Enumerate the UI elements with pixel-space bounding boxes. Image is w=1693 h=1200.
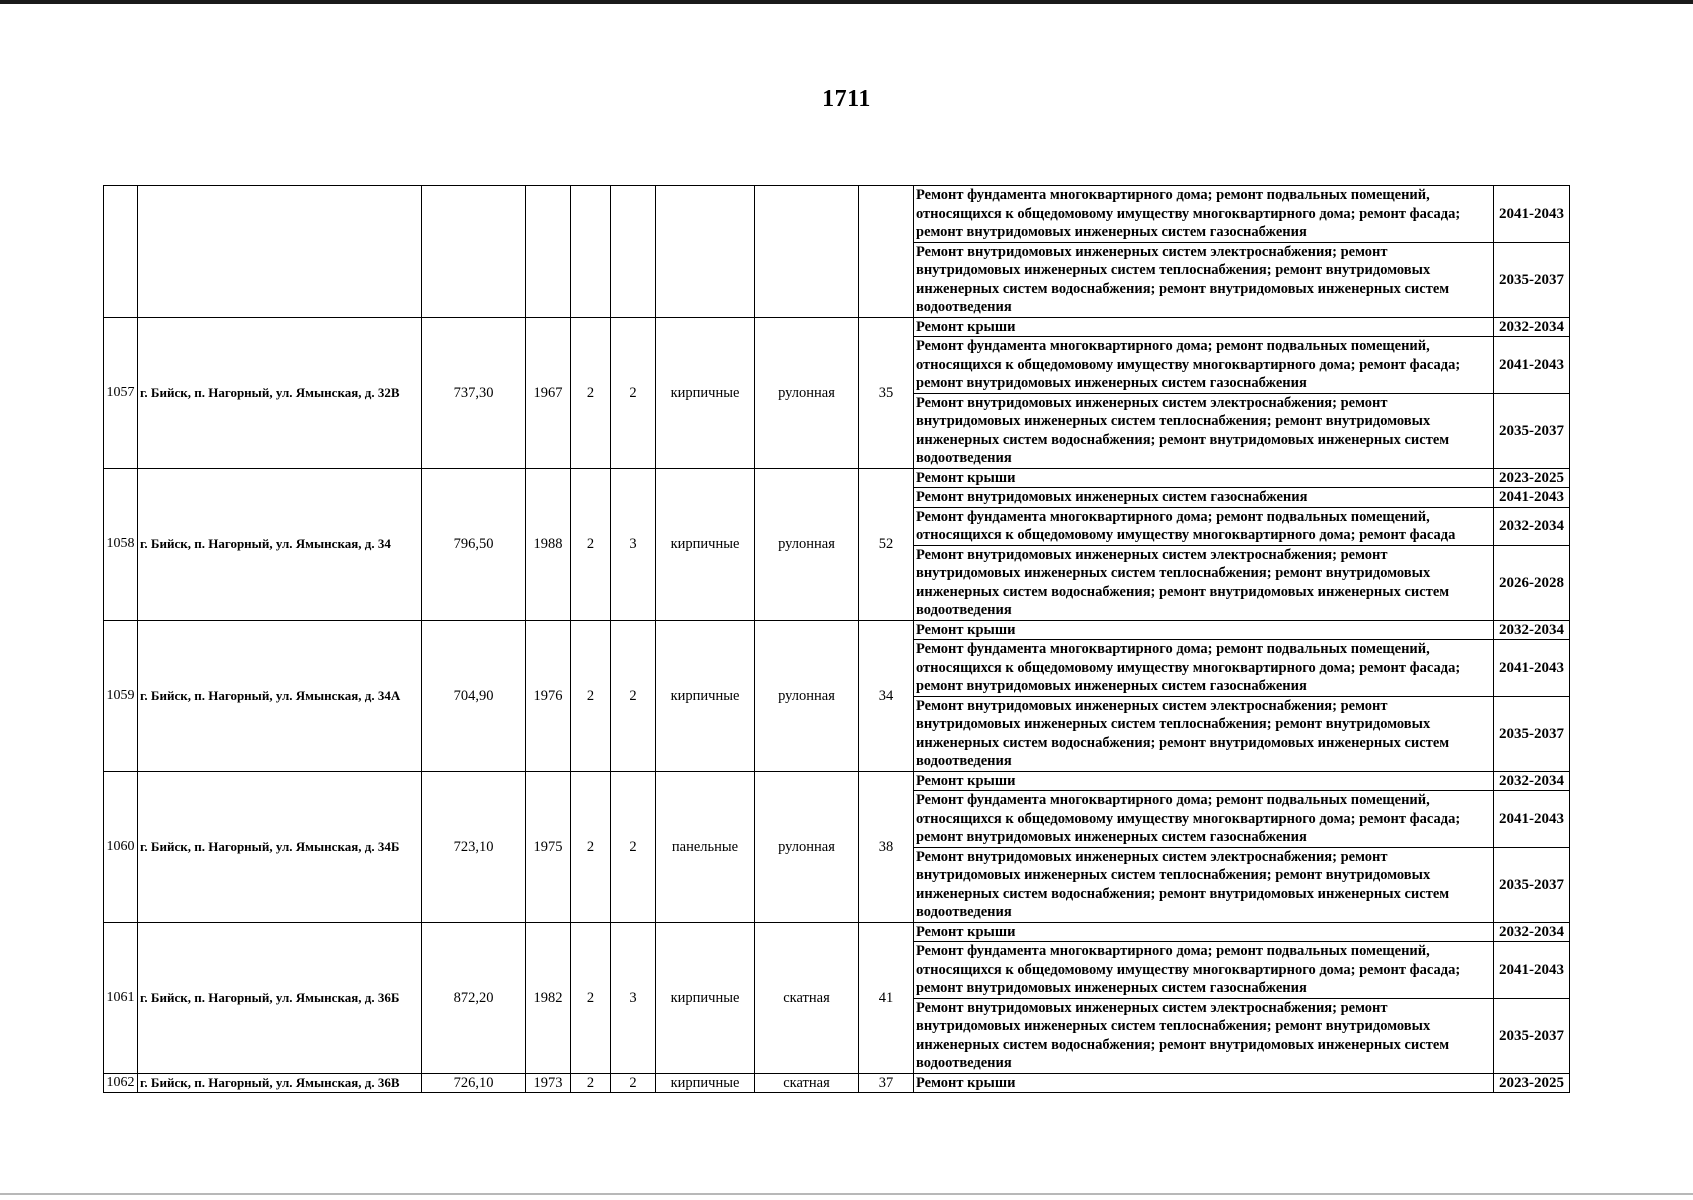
- area-cell: 723,10: [422, 771, 526, 922]
- work-description-cell: Ремонт крыши: [914, 620, 1494, 640]
- table-row: [104, 317, 1570, 337]
- work-description-cell: Ремонт внутридомовых инженерных систем электроснабжения; ремонт внутридомовых инженерных систем теплоснабжения; ремонт внутридомовых инженерных систем водоснабжения; ремонт внутридомовых инженерных систем водоотведения: [914, 242, 1494, 317]
- entrances-cell: [611, 186, 656, 318]
- area-cell: 704,90: [422, 620, 526, 771]
- row-number-cell: 1057: [104, 317, 138, 468]
- floors-cell: 2: [571, 468, 611, 620]
- wall-material-cell: кирпичные: [656, 317, 755, 468]
- wall-material-cell: кирпичные: [656, 922, 755, 1073]
- work-period-cell: 2035-2037: [1494, 696, 1570, 771]
- year-cell: 1982: [526, 922, 571, 1073]
- work-description-cell: Ремонт крыши: [914, 1073, 1494, 1093]
- row-number-cell: 1059: [104, 620, 138, 771]
- year-cell: 1967: [526, 317, 571, 468]
- table-row: [104, 186, 1570, 243]
- work-period-cell: 2023-2025: [1494, 1073, 1570, 1093]
- address-cell: г. Бийск, п. Нагорный, ул. Ямынская, д. 34: [138, 468, 422, 620]
- work-period-cell: 2035-2037: [1494, 847, 1570, 922]
- work-description-cell: Ремонт крыши: [914, 317, 1494, 337]
- wall-material-cell: кирпичные: [656, 620, 755, 771]
- work-period-cell: 2041-2043: [1494, 791, 1570, 848]
- work-description-cell: Ремонт фундамента многоквартирного дома; ремонт подвальных помещений, относящихся к общедомовому имуществу многоквартирного дома; ремонт фасада; ремонт внутридомовых инженерных систем газоснабжения: [914, 337, 1494, 394]
- address-cell: г. Бийск, п. Нагорный, ул. Ямынская, д. 34А: [138, 620, 422, 771]
- work-period-cell: 2041-2043: [1494, 337, 1570, 394]
- roof-type-cell: рулонная: [755, 468, 859, 620]
- floors-cell: 2: [571, 1073, 611, 1093]
- row-number-cell: 1058: [104, 468, 138, 620]
- work-period-cell: 2035-2037: [1494, 998, 1570, 1073]
- year-cell: 1973: [526, 1073, 571, 1093]
- work-period-cell: 2035-2037: [1494, 393, 1570, 468]
- work-description-cell: Ремонт фундамента многоквартирного дома; ремонт подвальных помещений, относящихся к общедомовому имуществу многоквартирного дома; ремонт фасада; ремонт внутридомовых инженерных систем газоснабжения: [914, 942, 1494, 999]
- address-cell: [138, 186, 422, 318]
- work-period-cell: 2032-2034: [1494, 507, 1570, 545]
- page-number: 1711: [822, 86, 871, 112]
- work-description-cell: Ремонт внутридомовых инженерных систем газоснабжения: [914, 488, 1494, 508]
- year-cell: 1988: [526, 468, 571, 620]
- year-cell: [526, 186, 571, 318]
- entrances-cell: 2: [611, 1073, 656, 1093]
- area-cell: 726,10: [422, 1073, 526, 1093]
- floors-cell: [571, 186, 611, 318]
- residents-cell: 52: [859, 468, 914, 620]
- area-cell: 737,30: [422, 317, 526, 468]
- row-number-cell: [104, 186, 138, 318]
- work-description-cell: Ремонт крыши: [914, 922, 1494, 942]
- work-period-cell: 2032-2034: [1494, 922, 1570, 942]
- entrances-cell: 3: [611, 922, 656, 1073]
- address-cell: г. Бийск, п. Нагорный, ул. Ямынская, д. 36Б: [138, 922, 422, 1073]
- residents-cell: 37: [859, 1073, 914, 1093]
- wall-material-cell: [656, 186, 755, 318]
- table-row: [104, 1073, 1570, 1093]
- work-period-cell: 2032-2034: [1494, 620, 1570, 640]
- year-cell: 1976: [526, 620, 571, 771]
- entrances-cell: 2: [611, 771, 656, 922]
- work-period-cell: 2041-2043: [1494, 942, 1570, 999]
- table-row: [104, 771, 1570, 791]
- work-period-cell: 2035-2037: [1494, 242, 1570, 317]
- residents-cell: 38: [859, 771, 914, 922]
- work-description-cell: Ремонт крыши: [914, 771, 1494, 791]
- address-cell: г. Бийск, п. Нагорный, ул. Ямынская, д. 36В: [138, 1073, 422, 1093]
- roof-type-cell: рулонная: [755, 771, 859, 922]
- residents-cell: [859, 186, 914, 318]
- floors-cell: 2: [571, 620, 611, 771]
- work-description-cell: Ремонт внутридомовых инженерных систем электроснабжения; ремонт внутридомовых инженерных систем теплоснабжения; ремонт внутридомовых инженерных систем водоснабжения; ремонт внутридомовых инженерных систем водоотведения: [914, 393, 1494, 468]
- table-row: [104, 922, 1570, 942]
- roof-type-cell: рулонная: [755, 620, 859, 771]
- row-number-cell: 1061: [104, 922, 138, 1073]
- work-description-cell: Ремонт фундамента многоквартирного дома; ремонт подвальных помещений, относящихся к общедомовому имуществу многоквартирного дома; ремонт фасада; ремонт внутридомовых инженерных систем газоснабжения: [914, 791, 1494, 848]
- floors-cell: 2: [571, 922, 611, 1073]
- repair-schedule-table: [103, 185, 1570, 1093]
- roof-type-cell: скатная: [755, 922, 859, 1073]
- work-period-cell: 2041-2043: [1494, 640, 1570, 697]
- table-row: [104, 468, 1570, 488]
- work-period-cell: 2023-2025: [1494, 468, 1570, 488]
- residents-cell: 35: [859, 317, 914, 468]
- row-number-cell: 1060: [104, 771, 138, 922]
- scan-edge-top: [0, 0, 1693, 4]
- address-cell: г. Бийск, п. Нагорный, ул. Ямынская, д. 34Б: [138, 771, 422, 922]
- entrances-cell: 2: [611, 620, 656, 771]
- area-cell: 796,50: [422, 468, 526, 620]
- table-row: [104, 620, 1570, 640]
- roof-type-cell: [755, 186, 859, 318]
- roof-type-cell: скатная: [755, 1073, 859, 1093]
- work-description-cell: Ремонт фундамента многоквартирного дома; ремонт подвальных помещений, относящихся к общедомовому имуществу многоквартирного дома; ремонт фасада; ремонт внутридомовых инженерных систем газоснабжения: [914, 186, 1494, 243]
- work-period-cell: 2041-2043: [1494, 186, 1570, 243]
- residents-cell: 41: [859, 922, 914, 1073]
- area-cell: [422, 186, 526, 318]
- address-cell: г. Бийск, п. Нагорный, ул. Ямынская, д. 32В: [138, 317, 422, 468]
- work-description-cell: Ремонт внутридомовых инженерных систем электроснабжения; ремонт внутридомовых инженерных систем теплоснабжения; ремонт внутридомовых инженерных систем водоснабжения; ремонт внутридомовых инженерных систем водоотведения: [914, 847, 1494, 922]
- roof-type-cell: рулонная: [755, 317, 859, 468]
- scan-edge-bottom: [0, 1193, 1693, 1195]
- wall-material-cell: кирпичные: [656, 1073, 755, 1093]
- work-period-cell: 2041-2043: [1494, 488, 1570, 508]
- floors-cell: 2: [571, 771, 611, 922]
- table-body: [104, 186, 1570, 1093]
- work-description-cell: Ремонт крыши: [914, 468, 1494, 488]
- work-description-cell: Ремонт внутридомовых инженерных систем электроснабжения; ремонт внутридомовых инженерных систем теплоснабжения; ремонт внутридомовых инженерных систем водоснабжения; ремонт внутридомовых инженерных систем водоотведения: [914, 998, 1494, 1073]
- wall-material-cell: панельные: [656, 771, 755, 922]
- work-description-cell: Ремонт фундамента многоквартирного дома; ремонт подвальных помещений, относящихся к общедомовому имуществу многоквартирного дома; ремонт фасада; ремонт внутридомовых инженерных систем газоснабжения: [914, 640, 1494, 697]
- work-description-cell: Ремонт фундамента многоквартирного дома; ремонт подвальных помещений, относящихся к общедомовому имуществу многоквартирного дома; ремонт фасада: [914, 507, 1494, 545]
- wall-material-cell: кирпичные: [656, 468, 755, 620]
- work-period-cell: 2032-2034: [1494, 317, 1570, 337]
- work-period-cell: 2032-2034: [1494, 771, 1570, 791]
- row-number-cell: 1062: [104, 1073, 138, 1093]
- year-cell: 1975: [526, 771, 571, 922]
- entrances-cell: 3: [611, 468, 656, 620]
- entrances-cell: 2: [611, 317, 656, 468]
- work-description-cell: Ремонт внутридомовых инженерных систем электроснабжения; ремонт внутридомовых инженерных систем теплоснабжения; ремонт внутридомовых инженерных систем водоснабжения; ремонт внутридомовых инженерных систем водоотведения: [914, 696, 1494, 771]
- work-description-cell: Ремонт внутридомовых инженерных систем электроснабжения; ремонт внутридомовых инженерных систем теплоснабжения; ремонт внутридомовых инженерных систем водоснабжения; ремонт внутридомовых инженерных систем водоотведения: [914, 545, 1494, 620]
- floors-cell: 2: [571, 317, 611, 468]
- work-period-cell: 2026-2028: [1494, 545, 1570, 620]
- residents-cell: 34: [859, 620, 914, 771]
- area-cell: 872,20: [422, 922, 526, 1073]
